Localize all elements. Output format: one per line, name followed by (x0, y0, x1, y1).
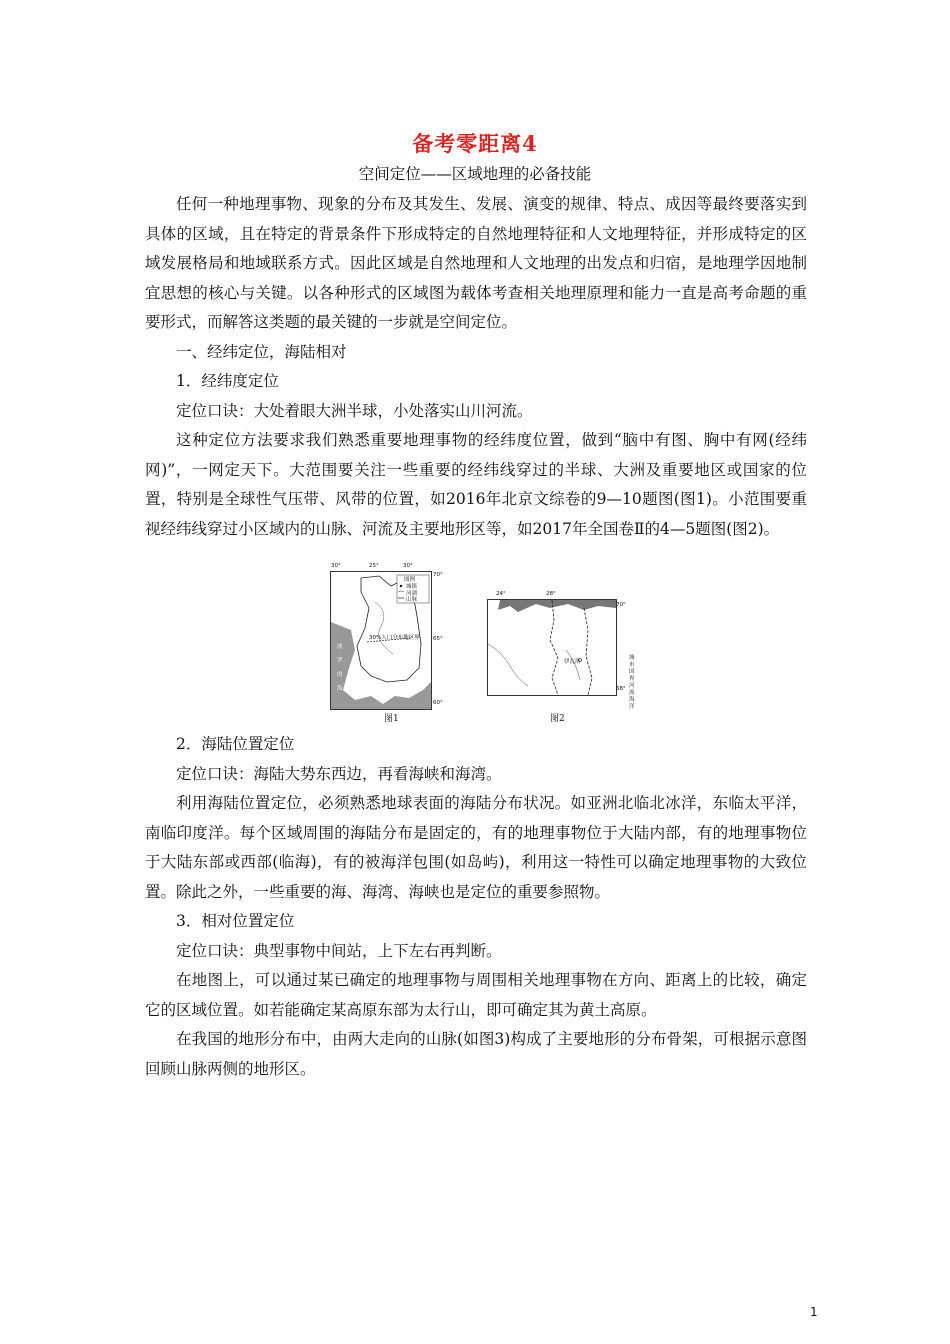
page-number: 1 (810, 1305, 818, 1319)
figure-row (330, 563, 635, 724)
fig2-lat-label: 68° (616, 686, 626, 692)
figure-2-map-svg (488, 600, 616, 695)
fig1-legend-title: 图例 (404, 577, 416, 583)
fig2-lon-label: 24° (496, 591, 506, 597)
fig2-lon-label: 28° (546, 591, 556, 597)
fig1-lat-label: 70° (433, 572, 443, 578)
fig1-sea-label: 罗 (337, 658, 343, 664)
fig1-lat-label: 65° (433, 636, 443, 642)
fig2-legend-item: 海洋 (629, 697, 635, 710)
tip-relative: 定位口诀：典型事物中间站，上下左右再判断。 (176, 941, 502, 960)
fig1-legend-item: 河湖 (406, 591, 418, 597)
fig2-legend (629, 655, 635, 711)
fig2-legend-item: 城市 (629, 655, 635, 668)
page-title: 备考零距离4 (412, 131, 538, 156)
subsection-heading-relative: 3．相对位置定位 (176, 912, 295, 930)
tip-latlon: 定位口诀：大处着眼大洲半球，小处落实山川河流。 (176, 401, 533, 420)
paragraph-latlon: 这种定位方法要求我们熟悉重要地理事物的经纬度位置，做到“脑中有图、胸中有网(经纬网)”，一网定天下。大范围要关注一些重要的经纬线穿过的半球、大洲及重要地区或国家的位置，特别是全球性气压带、风带的位置，如2016年北京文综卷的9—10题图(图1)。小范围要重视经纬线穿过小区域内的山脉、河流及主要地形区等，如2017年全国卷Ⅱ的4—5题图(图2)。 (145, 431, 807, 538)
fig1-note: 30%人口分布地区界 (369, 635, 420, 641)
figure-2-caption: 图2 (550, 714, 565, 724)
paragraph-relative-1: 在地图上，可以通过某已确定的地理事物与周围相关地理事物在方向、距离上的比较，确定它的区域位置。如若能确定某高原东部为太行山，即可确定其为黄土高原。 (145, 971, 807, 1019)
fig1-legend-item: 山脉 (406, 597, 418, 603)
subsection-heading-latlon: 1．经纬度定位 (176, 372, 279, 390)
fig1-lon-label: 30° (331, 563, 341, 569)
fig1-sea-label: 波 (337, 644, 343, 650)
figure-2-map (487, 591, 626, 696)
figure-1-caption: 图1 (384, 714, 399, 724)
fig1-legend-item: 城镇 (406, 584, 418, 590)
fig1-sea-label: 海 (337, 686, 343, 692)
tip-land-sea: 定位口诀：海陆大势东西边，再看海峡和海湾。 (176, 764, 502, 783)
fig1-sea-label: 的 (337, 672, 343, 678)
fig1-lat-label: 60° (433, 700, 443, 706)
subsection-heading-land-sea: 2．海陆位置定位 (176, 735, 295, 753)
section-2-block (145, 730, 807, 1084)
fig2-lat-label: 70° (616, 602, 626, 608)
page-subtitle: 空间定位——区域地理的必备技能 (358, 165, 592, 183)
intro-paragraph: 任何一种地理事物、现象的分布及其发生、发展、演变的规律、特点、成因等最终要落实到具体的区域，且在特定的背景条件下形成特定的自然地理特征和人文地理特征，并形成特定的区域发展格局和地域联系方式。因此区域是自然地理和人文地理的出发点和归宿，是地理学因地制宜思想的核心与关键。以各种形式的区域图为载体考查相关地理原理和能力一直是高考命题的重要形式，而解答这类题的最关键的一步就是空间定位。 (145, 195, 807, 331)
fig2-legend-item: 国界 (629, 669, 635, 682)
fig2-city-label: 伊瓦洛 (564, 659, 581, 665)
paragraph-relative-2: 在我国的地形分布中，由两大走向的山脉(如图3)构成了主要地形的分布骨架，可根据示意图回顾山脉两侧的地形区。 (145, 1030, 807, 1078)
intro-block (145, 190, 807, 544)
fig2-legend-item: 河流 (629, 683, 635, 696)
paragraph-land-sea: 利用海陆位置定位，必须熟悉地球表面的海陆分布状况。如亚洲北临北冰洋，东临太平洋，南临印度洋。每个区域周围的海陆分布是固定的，有的地理事物位于大陆内部，有的地理事物位于大陆东部或西部(临海)，有的被海洋包围(如岛屿)，利用这一特性可以确定地理事物的大致位置。除此之外，一些重要的海、海湾、海峡也是定位的重要参照物。 (145, 794, 807, 901)
figure-1-map (330, 563, 443, 710)
fig1-lon-label: 25° (369, 563, 379, 569)
section-heading: 一、经纬定位，海陆相对 (176, 342, 347, 361)
fig1-lon-label: 30° (403, 563, 413, 569)
